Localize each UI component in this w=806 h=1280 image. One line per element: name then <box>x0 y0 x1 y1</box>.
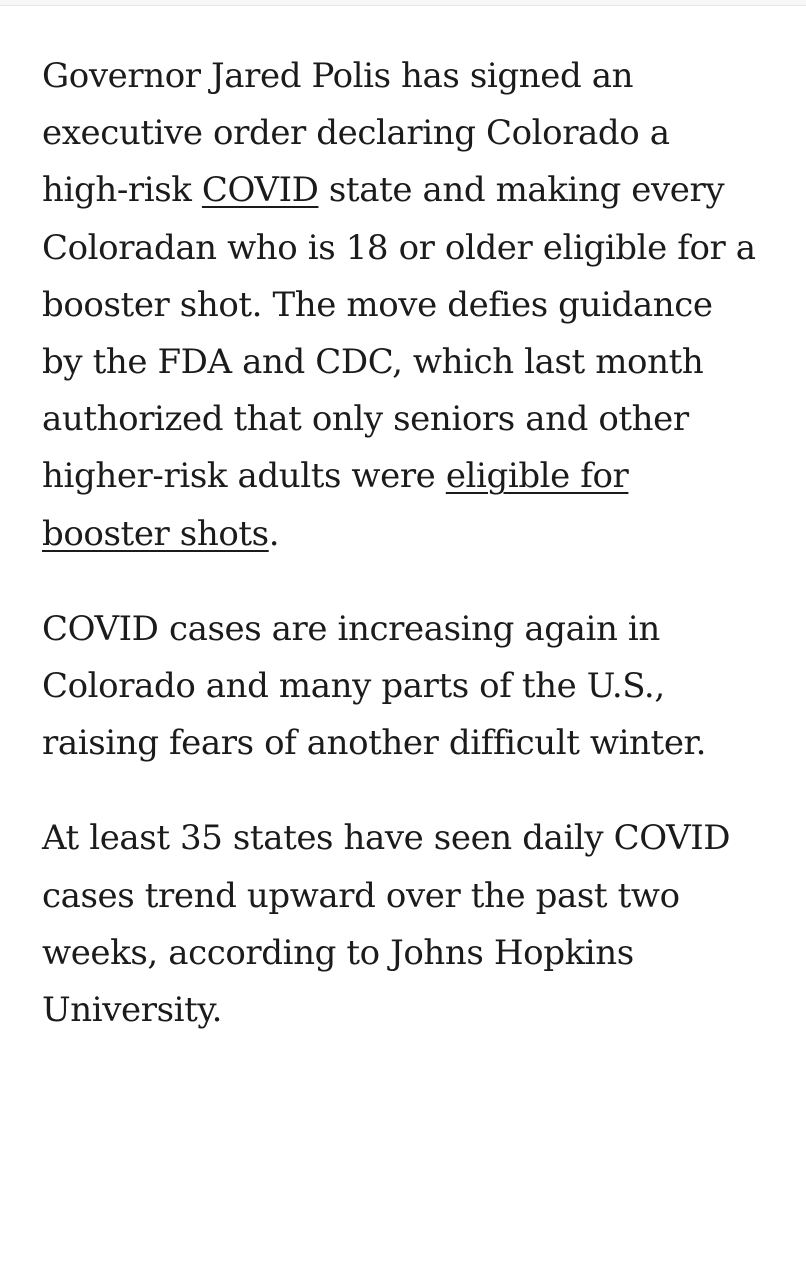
covid-link[interactable]: COVID <box>201 170 319 211</box>
article-body <box>42 48 762 1077</box>
paragraph-1-text-end: . <box>268 513 280 554</box>
article-paragraph-3: At least 35 states have seen daily COVID cases trend upward over the past two weeks, according to Johns Hopkins University. <box>42 818 731 1031</box>
article-paragraph-1 <box>42 48 762 563</box>
top-divider <box>0 0 806 6</box>
article-paragraph-2: COVID cases are increasing again in Colorado and many parts of the U.S., raising fears of another difficult winter. <box>42 608 707 764</box>
paragraph-1-text-start: Governor Jared Polis has signed an executive order declaring Colorado a high-risk <box>42 56 670 211</box>
booster-eligibility-link[interactable]: eligible for booster shots <box>42 456 629 554</box>
paragraph-1-text-middle: state and making every Coloradan who is 18 or older eligible for a booster shot. The move defies guidance by the FDA and CDC, which last month authorized that only seniors and other higher-risk adults were <box>42 170 756 497</box>
